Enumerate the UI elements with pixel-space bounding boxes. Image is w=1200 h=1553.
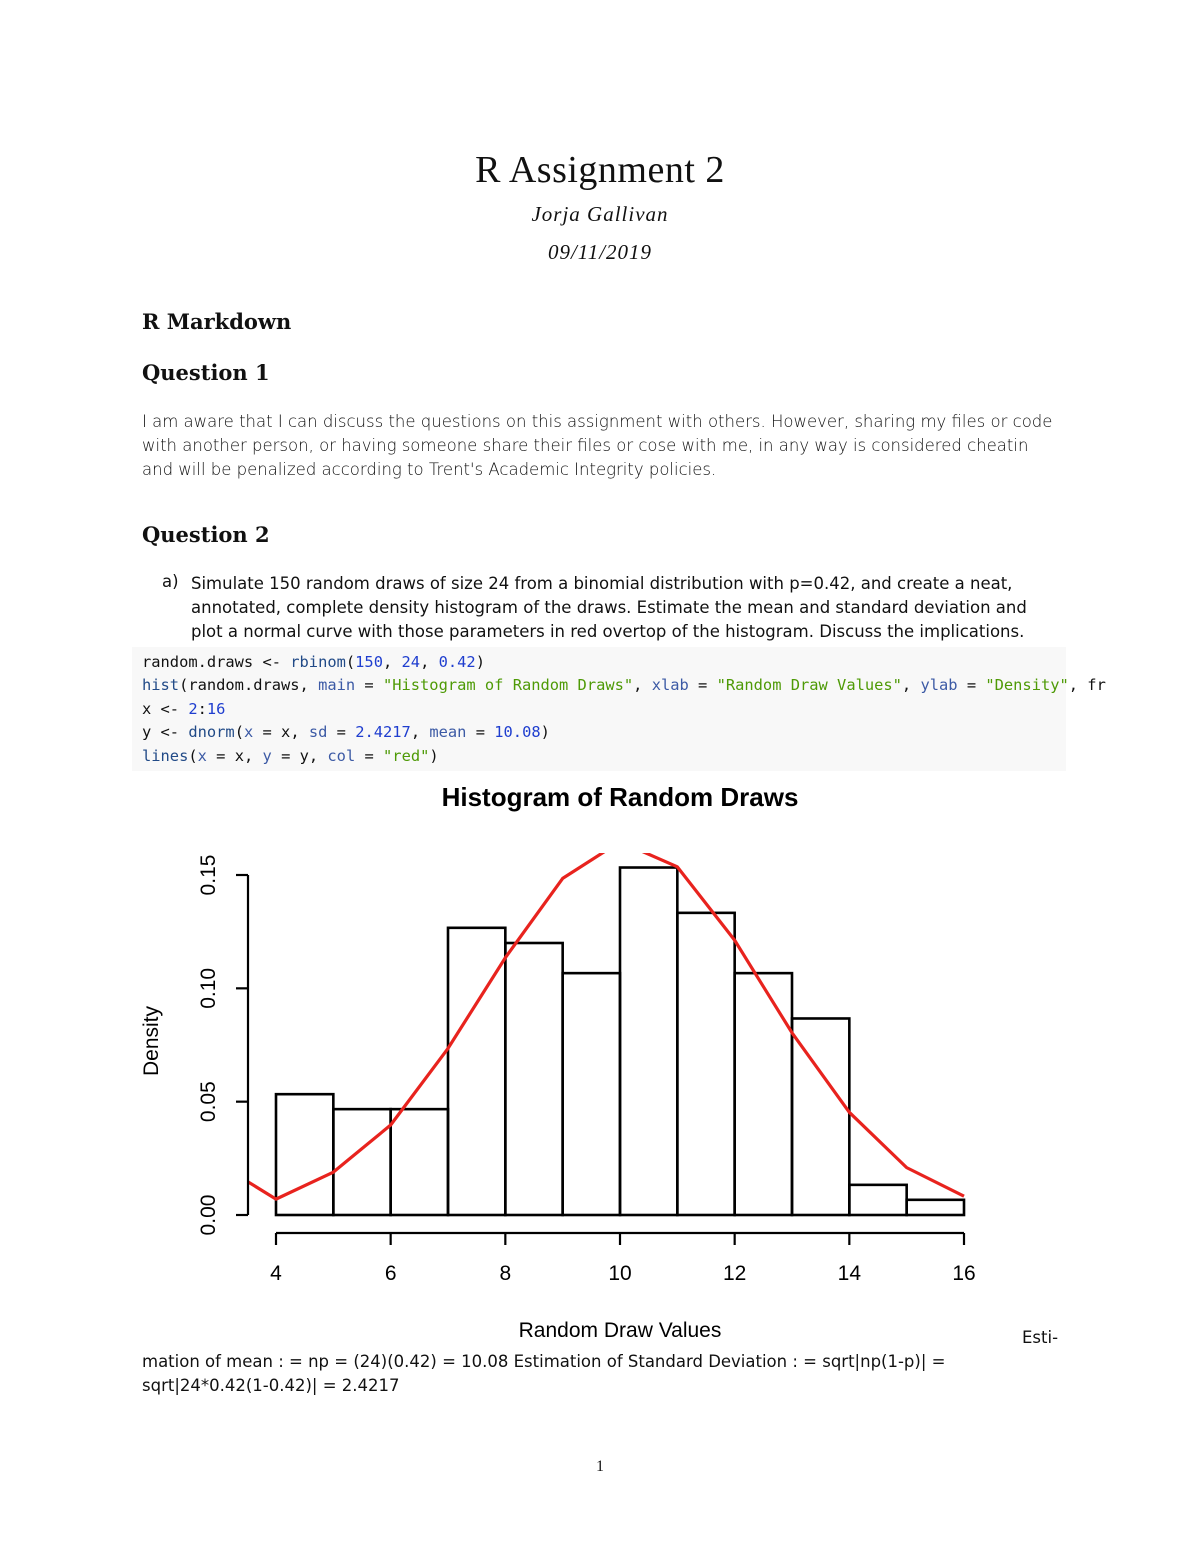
x-tick-label: 4 (270, 1262, 282, 1285)
text-line: plot a normal curve with those parameters in red overtop of the histogram. Discuss the implications. (191, 622, 1025, 641)
x-tick-label: 6 (384, 1262, 397, 1285)
list-marker: a) (162, 572, 179, 591)
text-line: Simulate 150 random draws of size 24 from a binomial distribution with p=0.42, and create a neat, (191, 574, 1013, 593)
code-content (132, 647, 1106, 768)
histogram-bar (333, 1109, 390, 1215)
heading-question-1: Question 1 (142, 360, 270, 385)
x-tick-label: 16 (952, 1262, 976, 1285)
question-2a-text (191, 572, 1061, 644)
histogram-bar (735, 973, 792, 1215)
code-block (132, 647, 1106, 771)
histogram-bar (677, 913, 734, 1215)
histogram-bar (907, 1200, 964, 1215)
histogram-bar (391, 1109, 448, 1215)
code-line: x <- 2:16 (142, 699, 226, 718)
y-tick-label: 0.00 (197, 1194, 220, 1236)
x-tick-label: 8 (499, 1262, 512, 1285)
heading-question-2: Question 2 (142, 522, 270, 547)
code-line: hist(random.draws, main = "Histogram of Random Draws", xlab = "Random Draw Values", ylab = "Density", fr (142, 676, 1106, 695)
document-author: Jorja Gallivan (531, 202, 669, 226)
text-line: mation of mean : = np = (24)(0.42) = 10.08 Estimation of Standard Deviation : = sqrt|np(1-p)| = (142, 1352, 946, 1371)
text-line: with another person, or having someone share their files or cose with me, in any way is considered cheatin (142, 436, 1029, 455)
y-tick-label: 0.15 (197, 854, 220, 896)
code-line: lines(x = x, y = y, col = "red") (142, 746, 439, 765)
text-line: sqrt|24*0.42(1-0.42)| = 2.4217 (142, 1376, 400, 1395)
y-tick-label: 0.05 (197, 1081, 220, 1123)
text-line: I am aware that I can discuss the questions on this assignment with others. However, sharing my files or code (142, 412, 1053, 431)
x-tick-label: 10 (608, 1262, 632, 1285)
histogram-bar (563, 973, 620, 1215)
estimation-text (142, 1350, 1062, 1398)
heading-r-markdown: R Markdown (142, 309, 292, 334)
histogram-bar (849, 1185, 906, 1215)
histogram-bar (505, 943, 562, 1215)
x-axis-label: Random Draw Values (518, 1319, 722, 1342)
histogram-bar (792, 1018, 849, 1215)
y-tick-label: 0.10 (197, 967, 220, 1009)
text-line: annotated, complete density histogram of the draws. Estimate the mean and standard deviation and (191, 598, 1027, 617)
code-line: random.draws <- rbinom(150, 24, 0.42) (142, 653, 485, 671)
histogram-bar (276, 1094, 333, 1215)
code-line: y <- dnorm(x = x, sd = 2.4217, mean = 10.08) (142, 723, 550, 742)
histogram-chart (0, 775, 1200, 1355)
text-line: and will be penalized according to Trent's Academic Integrity policies. (142, 460, 717, 479)
question-1-text (142, 410, 1062, 482)
histogram-bar (620, 868, 677, 1215)
x-tick-label: 14 (837, 1262, 862, 1285)
estimation-hyphen-start: Esti- (1022, 1328, 1059, 1347)
chart-title: Histogram of Random Draws (441, 782, 799, 812)
page-number: 1 (596, 1458, 604, 1475)
x-tick-label: 12 (722, 1262, 747, 1285)
document-title: R Assignment 2 (475, 149, 725, 191)
y-axis-label: Density (140, 1005, 163, 1077)
document-date: 09/11/2019 (547, 240, 653, 264)
